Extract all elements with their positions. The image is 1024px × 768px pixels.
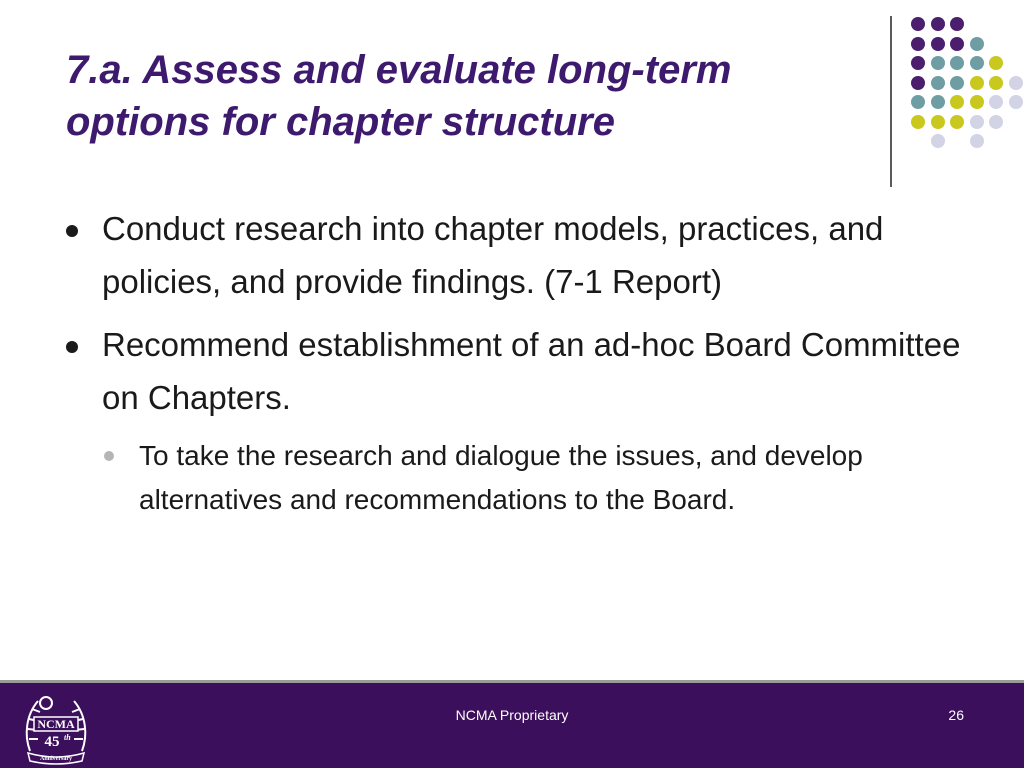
- decor-dot: [911, 56, 925, 70]
- title-divider: [890, 16, 892, 187]
- decor-dot: [911, 95, 925, 109]
- decor-dot: [931, 115, 945, 129]
- decor-dot: [950, 115, 964, 129]
- footer-proprietary-label: NCMA Proprietary: [455, 707, 569, 723]
- footer-bar: [0, 680, 1024, 768]
- decor-dot: [989, 56, 1003, 70]
- decor-dot: [931, 56, 945, 70]
- decor-dot: [950, 56, 964, 70]
- decor-dot: [931, 95, 945, 109]
- decor-dot: [931, 76, 945, 90]
- decor-dot: [911, 76, 925, 90]
- decor-dot: [1009, 76, 1023, 90]
- sub-bullet-item: To take the research and dialogue the issues, and develop alternatives and recommendations to the Board.: [102, 434, 966, 522]
- decorative-dot-grid: [906, 14, 1018, 164]
- decor-dot: [911, 17, 925, 31]
- decor-dot: [989, 76, 1003, 90]
- logo-years-text: 45: [44, 734, 60, 750]
- decor-dot: [1009, 95, 1023, 109]
- logo-name-text: NCMA: [37, 717, 75, 731]
- decor-dot: [970, 76, 984, 90]
- decor-dot: [931, 37, 945, 51]
- decor-dot: [911, 115, 925, 129]
- ncma-anniversary-logo: [20, 691, 92, 767]
- bullet-item: Conduct research into chapter models, practices, and policies, and provide findings. (7-1 Report): [66, 202, 966, 308]
- decor-dot: [970, 134, 984, 148]
- slide-body: [66, 202, 966, 522]
- logo-ribbon-text: Anniversary: [40, 756, 72, 762]
- decor-dot: [970, 56, 984, 70]
- decor-dot: [950, 17, 964, 31]
- decor-dot: [989, 115, 1003, 129]
- decor-dot: [931, 17, 945, 31]
- decor-dot: [970, 37, 984, 51]
- decor-dot: [950, 76, 964, 90]
- decor-dot: [911, 37, 925, 51]
- decor-dot: [970, 115, 984, 129]
- decor-dot: [989, 95, 1003, 109]
- decor-dot: [970, 95, 984, 109]
- decor-dot: [950, 37, 964, 51]
- logo-suffix-text: th: [64, 733, 71, 742]
- decor-dot: [950, 95, 964, 109]
- bullet-item: Recommend establishment of an ad-hoc Board Committee on Chapters.: [66, 318, 966, 424]
- decor-dot: [931, 134, 945, 148]
- page-number: 26: [948, 707, 964, 723]
- slide-title: 7.a. Assess and evaluate long-term options for chapter structure: [66, 48, 732, 144]
